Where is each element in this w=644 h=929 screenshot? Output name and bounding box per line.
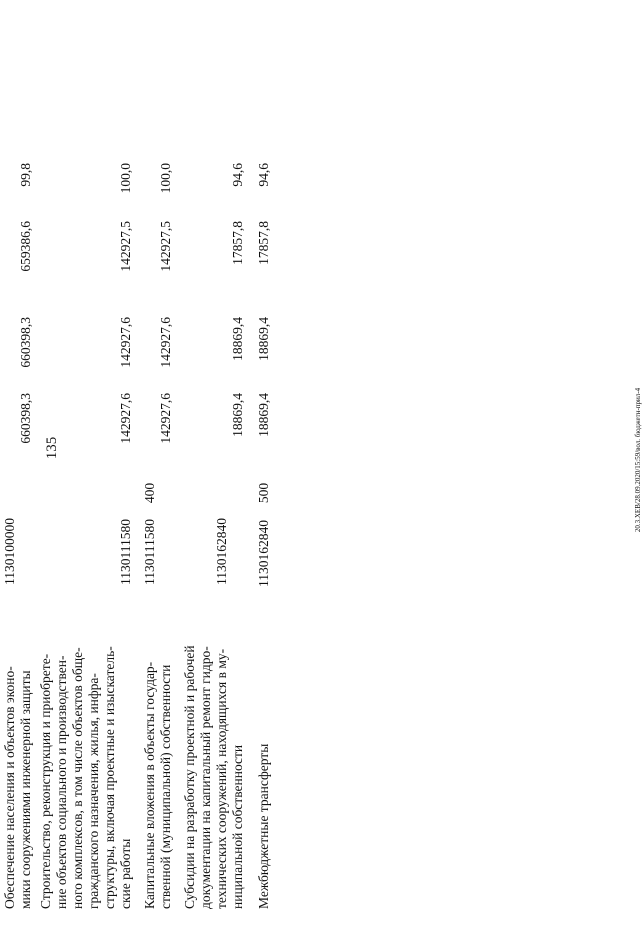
row-percent: 100,0 xyxy=(158,163,173,194)
row-code: 1130162840 xyxy=(256,520,271,587)
row-code: 1130111580 xyxy=(118,519,133,585)
row-value-6: 142927,6 xyxy=(118,317,133,368)
row-description: Субсидии на разработку проектной и рабочей документации на капитальный ремонт гидро- технических сооружений, находящихся в му- ниципальной собственности xyxy=(182,645,245,909)
table-row xyxy=(182,159,246,929)
table-row xyxy=(2,159,34,929)
row-value-7: 17857,8 xyxy=(256,221,271,265)
row-description: Капитальные вложения в объекты государ- ственной (муниципальной) собственности xyxy=(142,661,173,909)
row-percent: 94,6 xyxy=(230,163,245,187)
budget-table xyxy=(0,159,322,929)
row-value-5: 18869,4 xyxy=(256,393,271,437)
row-expense-type xyxy=(38,467,134,519)
row-percent: 99,8 xyxy=(18,163,33,187)
page-number: 135 xyxy=(44,436,60,460)
row-percent: 94,6 xyxy=(256,163,271,187)
row-value-6: 660398,3 xyxy=(18,317,33,368)
row-code: 1130162840 xyxy=(214,518,229,585)
row-value-5: 18869,4 xyxy=(230,393,245,437)
row-value-5: 142927,6 xyxy=(158,393,173,444)
row-value-6: 142927,6 xyxy=(158,317,173,368)
row-code: 1130111580 xyxy=(142,519,157,585)
row-value-5: 660398,3 xyxy=(18,393,33,444)
row-code: 1130100000 xyxy=(2,518,17,585)
footer-code: 20.3.ХЕВ/28.09.2020/15:59/вол. бюджетн-прил-4 xyxy=(634,387,642,533)
row-value-7: 659386,6 xyxy=(18,221,33,272)
row-expense-type: 400 xyxy=(142,482,157,504)
row-description: Строительство, реконструкция и приобрете- ние объектов социального и производствен- ного комплексов, в том числе объектов обще- гражданского назначения, жилья, инфра- структуры, включая проектные и изыскатель- ские работы xyxy=(38,646,133,909)
row-value-7: 142927,5 xyxy=(158,221,173,272)
row-value-7: 17857,8 xyxy=(230,221,245,265)
row-value-6: 18869,4 xyxy=(256,317,271,361)
row-description: Обеспечение населения и объектов эконо- мики сооружениями инженерной защиты xyxy=(2,666,33,909)
row-percent: 100,0 xyxy=(118,163,133,194)
table-row xyxy=(38,159,134,929)
row-value-5: 142927,6 xyxy=(118,393,133,444)
table-row xyxy=(256,159,272,929)
row-value-7: 142927,5 xyxy=(118,221,133,272)
row-expense-type xyxy=(182,467,246,519)
table-row xyxy=(142,159,174,929)
row-value-6: 18869,4 xyxy=(230,317,245,361)
row-expense-type: 500 xyxy=(256,482,271,504)
row-description: Межбюджетные трансферты xyxy=(256,743,271,909)
row-expense-type xyxy=(2,467,34,519)
